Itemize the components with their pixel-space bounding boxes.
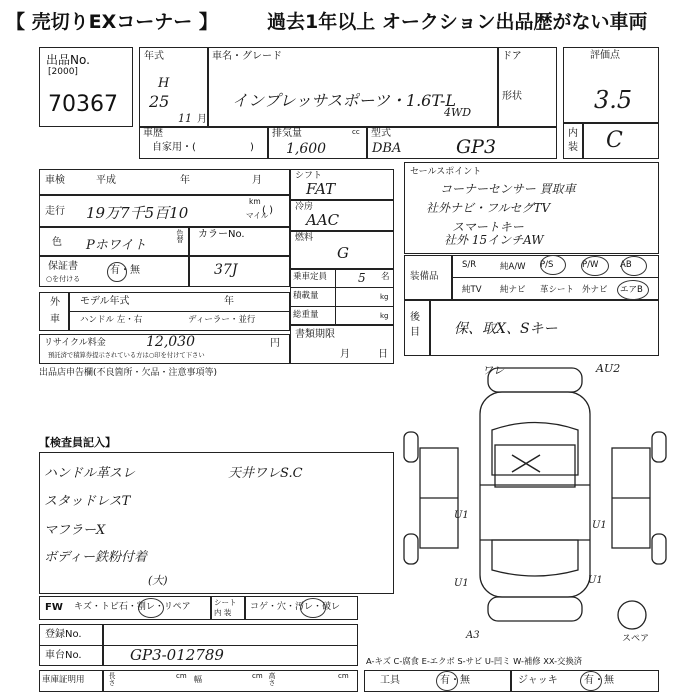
seat-label: シート 内 装 bbox=[214, 598, 237, 617]
inspector-note-2: スタッドレスT bbox=[44, 494, 131, 509]
recycle-value: 12,030 bbox=[146, 334, 195, 350]
inspection-year: 年 bbox=[180, 175, 190, 186]
color-value: Pホワイト bbox=[86, 238, 147, 253]
rear-label: 後 目 bbox=[410, 312, 420, 338]
recycle-unit: 円 bbox=[270, 338, 280, 349]
model-year-unit: 年 bbox=[224, 296, 234, 307]
interior-label: 内 装 bbox=[568, 128, 578, 153]
model-prefix: DBA bbox=[372, 141, 402, 156]
handle-options: ハンドル 左・右 bbox=[80, 315, 143, 325]
inspection-label: 車検 bbox=[45, 175, 65, 186]
jack-label: ジャッキ bbox=[518, 675, 558, 686]
diagram-label-6: U1 bbox=[588, 575, 603, 586]
color-no-value: 37J bbox=[214, 262, 238, 278]
equip-item: 純A/W bbox=[500, 262, 526, 272]
tools-label: 工具 bbox=[380, 675, 400, 686]
garage-height-label: 高さ bbox=[268, 672, 276, 686]
model-year-label: モデル年式 bbox=[80, 296, 130, 307]
drive-value: 4WD bbox=[444, 106, 472, 119]
mileage-label: 走行 bbox=[45, 206, 65, 217]
jack-circle bbox=[580, 671, 602, 691]
score-label: 評価点 bbox=[590, 50, 620, 61]
model-value: GP3 bbox=[456, 136, 497, 158]
mileage-paren: ( ) bbox=[262, 205, 273, 216]
diagram-label-5: U1 bbox=[454, 578, 469, 589]
year-label: 年式 bbox=[144, 51, 164, 62]
foreign-label: 外 bbox=[50, 297, 60, 308]
recycle-note: 預託済で積算券提示されている方は○印を付けて下さい bbox=[48, 352, 205, 359]
shift-label: シフト bbox=[295, 171, 323, 181]
ac-value: AAC bbox=[306, 211, 340, 229]
color-no-label: カラーNo. bbox=[198, 229, 245, 240]
legend: A-キズ C-腐食 E-エクボ S-サビ U-凹ミ W-補修 XX-交換済 bbox=[366, 656, 583, 666]
chassis-label: 車台No. bbox=[45, 650, 82, 661]
month-suffix: 月 bbox=[197, 114, 207, 125]
garage-width-unit: cm bbox=[252, 672, 263, 680]
equip-pw-circle bbox=[581, 256, 609, 276]
foreign-label-2: 車 bbox=[50, 314, 60, 325]
equip-item: エアB bbox=[620, 285, 643, 295]
inspector-note-3: マフラーX bbox=[44, 523, 106, 538]
dealer-options: ディーラー・並行 bbox=[188, 315, 256, 325]
report-title: 出品店申告欄(不良箇所・欠品・注意事項等) bbox=[39, 368, 218, 378]
year-value: 25 bbox=[149, 92, 170, 111]
equip-item: P/W bbox=[582, 260, 599, 270]
tire-rear-left bbox=[404, 534, 418, 564]
tools-circle bbox=[436, 671, 458, 691]
banner-left: 【 売切りEXコーナー 】 bbox=[6, 11, 218, 33]
seat-options: コゲ・穴・汚レ・破レ bbox=[250, 602, 341, 612]
garage-label: 車庫証明用 bbox=[42, 675, 85, 685]
diagram-label-7: A3 bbox=[466, 630, 480, 641]
banner bbox=[0, 0, 700, 34]
disp-value: 1,600 bbox=[286, 141, 327, 157]
lot-sub-label: [2000] bbox=[48, 67, 78, 77]
fw-crack-circle bbox=[138, 598, 164, 618]
lot-label: 出品No. bbox=[46, 53, 90, 67]
tire-rear-right bbox=[652, 534, 666, 564]
diagram-label-4: U1 bbox=[592, 520, 607, 531]
inspection-month: 月 bbox=[252, 175, 262, 186]
lot-box bbox=[39, 47, 133, 127]
reg-label: 登録No. bbox=[45, 629, 82, 640]
tools-box bbox=[364, 670, 659, 692]
seat-dirt-circle bbox=[300, 598, 326, 618]
diagram-label-3: U1 bbox=[454, 510, 469, 521]
rear-value: 保、取X、Sキー bbox=[454, 321, 558, 337]
equip-airb-circle bbox=[617, 280, 649, 300]
door-label: ドア bbox=[502, 51, 522, 62]
fw-options: キズ・トビ石・割レ・リペア bbox=[74, 602, 191, 612]
car-rear-bumper bbox=[488, 597, 582, 621]
model-label: 型式 bbox=[371, 128, 391, 139]
capacity-label: 乗車定員 bbox=[293, 272, 328, 282]
equip-item: 外ナビ bbox=[582, 285, 608, 295]
spare-label: スペア bbox=[622, 634, 650, 644]
jack-options: 有・無 bbox=[584, 675, 614, 686]
doc-month: 月 bbox=[340, 349, 350, 360]
capacity-value: 5 bbox=[358, 271, 366, 285]
lot-number: 70367 bbox=[48, 92, 118, 117]
inspector-title: 【検査員記入】 bbox=[39, 436, 116, 449]
mileage-unit-km: km bbox=[249, 197, 261, 206]
warranty-options: 有・無 bbox=[110, 265, 140, 276]
tools-options: 有・無 bbox=[440, 675, 470, 686]
color-label: 色 bbox=[52, 237, 62, 248]
garage-height-unit: cm bbox=[338, 672, 349, 680]
load-label: 積載量 bbox=[293, 291, 319, 301]
fuel-value: G bbox=[337, 244, 349, 262]
warranty-label: 保証書 bbox=[48, 261, 78, 272]
month-value: 11 bbox=[178, 112, 192, 125]
tire-front-right bbox=[652, 432, 666, 462]
equip-ps-circle bbox=[540, 255, 566, 275]
score-value: 3.5 bbox=[594, 86, 633, 114]
fw-label: FW bbox=[45, 602, 63, 613]
disp-label: 排気量 bbox=[272, 128, 302, 139]
sales-line-4: 社外 15インチAW bbox=[444, 233, 544, 247]
sales-line-3: スマートキー bbox=[452, 220, 524, 234]
year-era: H bbox=[158, 76, 170, 91]
diagram-label-1: ワレ bbox=[482, 364, 504, 377]
sales-label: セールスポイント bbox=[410, 167, 482, 177]
load-unit: kg bbox=[380, 293, 389, 301]
shape-label: 形状 bbox=[502, 91, 522, 102]
color-side: 色替 bbox=[176, 229, 184, 243]
car-diagram bbox=[400, 360, 670, 650]
inspector-note-4: ボディー鉄粉付着 bbox=[44, 550, 147, 565]
inspector-marker: (大) bbox=[148, 574, 168, 587]
spare-tire-icon bbox=[618, 601, 646, 629]
equip-item: AB bbox=[620, 260, 632, 270]
name-label: 車名・グレード bbox=[212, 51, 282, 62]
equip-item: S/R bbox=[462, 260, 477, 270]
type-label: 車歴 bbox=[143, 128, 163, 139]
garage-length-unit: cm bbox=[176, 672, 187, 680]
tire-front-left bbox=[404, 432, 418, 462]
interior-value: C bbox=[606, 128, 623, 153]
equip-label: 装備品 bbox=[410, 271, 439, 282]
shift-value: FAT bbox=[306, 180, 336, 198]
diagram-label-2: AU2 bbox=[596, 362, 621, 375]
type-close: ) bbox=[250, 142, 254, 153]
recycle-label: リサイクル料金 bbox=[44, 338, 106, 348]
capacity-unit: 名 bbox=[381, 272, 390, 282]
equip-item: 純TV bbox=[462, 285, 482, 295]
banner-right: 過去1年以上 オークション出品歴がない車両 bbox=[267, 11, 648, 33]
inspector-note-1: ハンドル革スレ bbox=[44, 466, 136, 481]
fuel-label: 燃料 bbox=[295, 233, 314, 243]
garage-length-label: 長さ bbox=[108, 672, 116, 686]
doc-label: 書類期限 bbox=[295, 329, 335, 340]
equip-item: P/S bbox=[540, 260, 554, 270]
inspection-era: 平成 bbox=[96, 175, 116, 186]
sales-line-2: 社外ナビ・フルセグTV bbox=[426, 201, 551, 215]
car-roof bbox=[495, 445, 575, 487]
car-rear-window bbox=[492, 540, 578, 576]
chassis-value: GP3-012789 bbox=[130, 646, 224, 664]
ac-label: 冷房 bbox=[295, 202, 314, 212]
mileage-value: 19万7千5百10 bbox=[86, 204, 189, 222]
total-label: 総重量 bbox=[293, 310, 319, 320]
equip-item: 革シート bbox=[540, 285, 575, 295]
inspector-note-right: 天井ワレS.C bbox=[228, 466, 303, 481]
car-windshield bbox=[492, 423, 578, 476]
doc-day: 日 bbox=[378, 349, 388, 360]
equip-item: 純ナビ bbox=[500, 285, 526, 295]
warranty-circle bbox=[107, 262, 127, 282]
total-unit: kg bbox=[380, 312, 389, 320]
equip-ab-circle bbox=[621, 256, 647, 276]
name-value: インプレッサスポーツ・1.6T-L bbox=[232, 91, 457, 110]
type-value: 自家用・( bbox=[152, 142, 196, 153]
warranty-note: ○を付ける bbox=[46, 275, 81, 283]
sales-line-1: コーナーセンサー 買取車 bbox=[440, 182, 576, 196]
garage-width-label: 幅 bbox=[194, 675, 202, 684]
mileage-unit-mile: マイル bbox=[246, 211, 269, 220]
disp-unit: cc bbox=[352, 128, 360, 136]
